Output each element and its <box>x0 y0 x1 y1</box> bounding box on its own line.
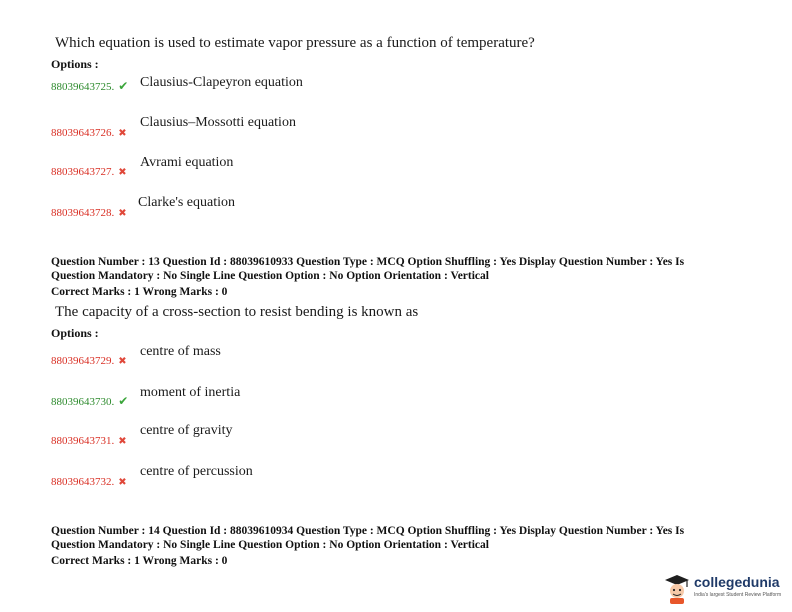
option-id: 88039643725. <box>51 81 115 93</box>
meta-line: Question Number : 13 Question Id : 88039610933 Question Type : MCQ Option Shuffling : Yes Display Question Number : Yes Is <box>51 256 685 268</box>
option-row <box>51 351 127 369</box>
check-icon: ✔ <box>118 394 129 408</box>
option-text: centre of mass <box>140 344 221 359</box>
meta-line: Question Mandatory : No Single Line Question Option : No Option Orientation : Vertical <box>51 539 489 551</box>
option-id: 88039643727. <box>51 166 115 178</box>
cross-icon: ✖ <box>118 128 127 139</box>
logo-tagline: India's largest Student Review Platform <box>694 592 782 598</box>
cross-icon: ✖ <box>118 208 127 219</box>
option-row <box>51 472 127 490</box>
question-12-text: Which equation is used to estimate vapor pressure as a function of temperature? <box>55 35 535 51</box>
question-13-text: The capacity of a cross-section to resist bending is known as <box>55 304 419 320</box>
question-13-meta <box>51 255 684 299</box>
marks-line: Correct Marks : 1 Wrong Marks : 0 <box>51 286 228 298</box>
option-text: centre of percussion <box>140 464 253 479</box>
option-text: Clausius-Clapeyron equation <box>140 75 303 90</box>
option-row <box>51 203 127 221</box>
option-row <box>51 431 127 449</box>
option-text: Avrami equation <box>140 155 234 170</box>
meta-line: Question Number : 14 Question Id : 88039610934 Question Type : MCQ Option Shuffling : Yes Display Question Number : Yes Is <box>51 525 685 537</box>
option-text: moment of inertia <box>140 385 241 400</box>
marks-line: Correct Marks : 1 Wrong Marks : 0 <box>51 555 228 567</box>
option-id: 88039643729. <box>51 355 115 367</box>
option-row <box>51 123 127 141</box>
option-id: 88039643732. <box>51 476 115 488</box>
check-icon: ✔ <box>118 79 129 93</box>
collegedunia-logo <box>662 572 790 606</box>
option-row <box>51 392 128 410</box>
cross-icon: ✖ <box>118 436 127 447</box>
question-14-meta <box>51 524 684 568</box>
cross-icon: ✖ <box>118 167 127 178</box>
logo-brand: collegedunia <box>694 574 780 590</box>
option-id: 88039643731. <box>51 435 115 447</box>
cross-icon: ✖ <box>118 477 127 488</box>
option-id: 88039643728. <box>51 207 115 219</box>
option-text: Clausius–Mossotti equation <box>140 115 296 130</box>
options-label-q13: Options : <box>51 326 99 340</box>
option-row <box>51 162 127 180</box>
graduate-cap-icon <box>662 572 692 604</box>
option-id: 88039643726. <box>51 127 115 139</box>
meta-line: Question Mandatory : No Single Line Question Option : No Option Orientation : Vertical <box>51 270 489 282</box>
options-label-q12: Options : <box>51 57 99 71</box>
option-row <box>51 77 128 95</box>
option-text: centre of gravity <box>140 423 233 438</box>
cross-icon: ✖ <box>118 356 127 367</box>
option-id: 88039643730. <box>51 396 115 408</box>
option-text: Clarke's equation <box>138 195 235 210</box>
